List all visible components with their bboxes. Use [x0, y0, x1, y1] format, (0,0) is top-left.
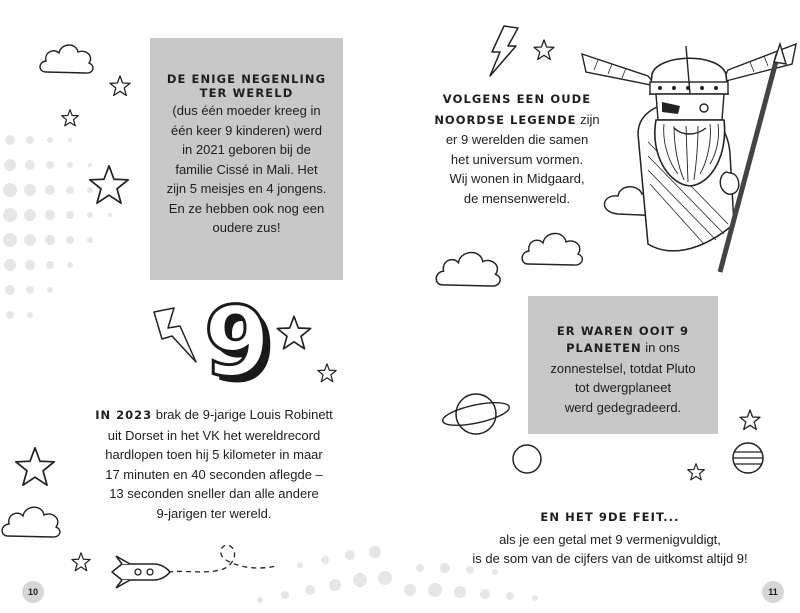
fact-heading: EN HET 9DE FEIT... [540, 510, 680, 524]
star-icon [274, 313, 314, 353]
planet-icon [510, 442, 544, 476]
box-text-line: in 2021 geboren bij de [182, 142, 311, 157]
fact-line: 9-jarigen ter wereld. [156, 505, 272, 521]
fact-record-run [74, 405, 354, 523]
fact-line [74, 405, 354, 426]
box-text-line: En ze hebben ook nog een [168, 200, 325, 216]
big-numeral: 9 [203, 286, 271, 398]
fact-line: 17 minuten en 40 seconden aflegde – [105, 466, 323, 482]
fact-line-rest: brak de 9-jarige Louis Robinett [152, 407, 333, 422]
fact-line: uit Dorset in het VK het wereldrecord [107, 427, 321, 443]
page-number: 11 [762, 581, 784, 603]
fact-box-planets [528, 296, 718, 434]
cloud-icon [38, 38, 96, 80]
star-icon [60, 108, 80, 128]
box-text-line: werd gedegradeerd. [564, 399, 682, 415]
cloud-icon [434, 244, 504, 294]
star-icon [108, 74, 132, 98]
box-text-line: familie Cissé in Mali. Het [175, 161, 318, 177]
fact-line: er 9 werelden die samen [445, 132, 589, 147]
fact-line: hardlopen toen hij 5 kilometer in maar [105, 447, 323, 462]
fact-line: Wij wonen in Midgaard, [449, 171, 585, 186]
fact-line: is de som van de cijfers van de uitkomst altijd 9! [472, 551, 748, 566]
fact-line: als je een getal met 9 vermenigvuldigt, [499, 531, 721, 547]
viking-illustration [578, 24, 800, 274]
lightning-icon [484, 24, 522, 78]
box-text-line: zonnestelsel, totdat Pluto [550, 360, 696, 376]
fact-line: het universum vormen. [450, 151, 584, 167]
fact-line: de mensenwereld. [463, 190, 571, 206]
box-text-rest: in ons [641, 340, 680, 355]
star-icon [686, 462, 706, 482]
fact-norse-worlds [428, 90, 606, 208]
box-text-line [528, 338, 718, 359]
box-heading-line: DE ENIGE NEGENLING [166, 72, 327, 86]
box-text-line: (dus één moeder kreeg in [172, 103, 321, 118]
star-icon [316, 362, 338, 384]
planet-icon [440, 384, 512, 444]
fact-lead: IN 2023 [95, 408, 153, 422]
star-icon [70, 551, 92, 573]
box-heading-line: PLANETEN [566, 341, 642, 355]
cloud-icon [0, 500, 64, 544]
right-page [400, 0, 800, 613]
fact-box-nonuplets [150, 38, 343, 280]
star-icon [86, 162, 132, 208]
rocket-icon [108, 540, 278, 590]
fact-heading-line: NOORDSE LEGENDE [434, 112, 577, 127]
star-icon [532, 38, 556, 62]
fact-heading-line: VOLGENS EEN OUDE [442, 92, 592, 106]
planet-icon [730, 440, 766, 476]
fact-line: 13 seconden sneller dan alle andere [109, 486, 319, 501]
box-heading-line: TER WERELD [199, 86, 294, 100]
star-icon [12, 444, 58, 490]
cloud-icon [520, 226, 586, 272]
page-number: 10 [22, 581, 44, 603]
box-text-line: tot dwergplaneet [574, 380, 672, 395]
lightning-icon [150, 306, 200, 364]
fact-line-rest: zijn [576, 111, 600, 127]
fact-ninth [460, 508, 760, 569]
box-text-line: één keer 9 kinderen) werd [170, 122, 323, 138]
star-icon [738, 408, 762, 432]
box-text-line: zijn 5 meisjes en 4 jongens. [166, 181, 327, 196]
fact-line [428, 110, 606, 131]
box-heading-line: ER WAREN OOIT 9 [556, 324, 690, 338]
box-text-line: oudere zus! [212, 220, 281, 235]
halftone-dots [0, 120, 150, 380]
